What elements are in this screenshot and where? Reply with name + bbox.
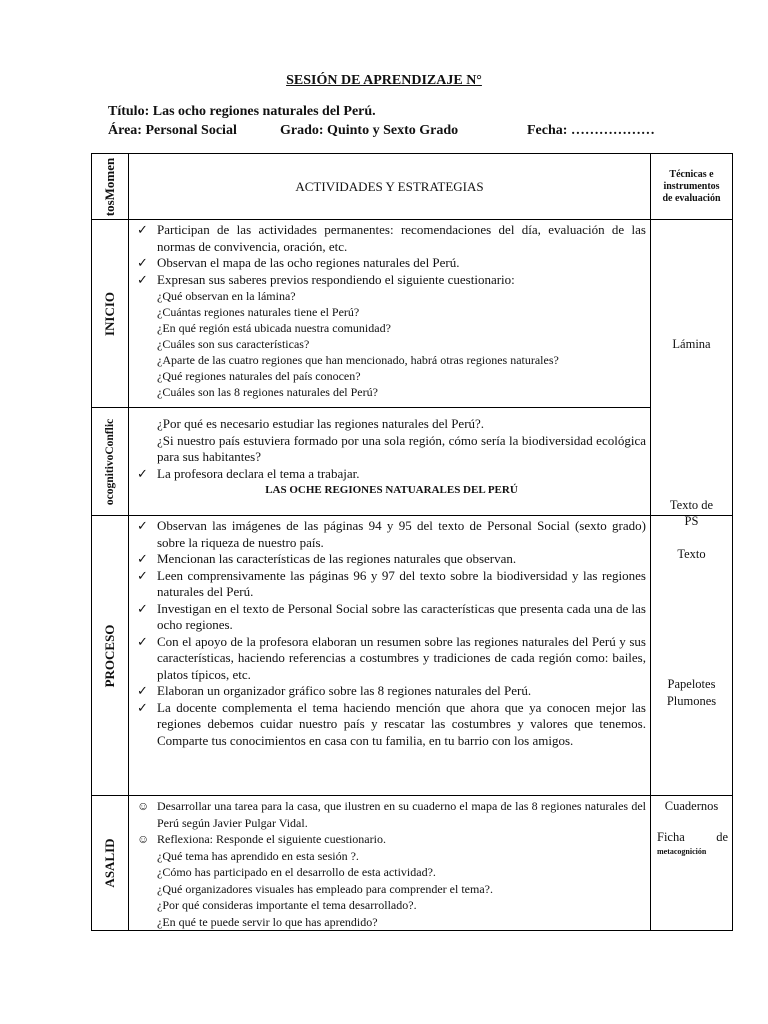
- moments-header-cell: [92, 154, 129, 220]
- conflicto-label-cell: [92, 408, 129, 516]
- check-icon: ✓: [137, 271, 148, 287]
- inicio-label-cell: [92, 220, 129, 408]
- inicio-label: INICIO: [102, 291, 117, 336]
- question-line: ¿Qué tema has aprendido en esta sesión ?.: [157, 848, 359, 863]
- question-line: ¿Aparte de las cuatro regiones que han mencionado, habrá otras regiones naturales?: [157, 353, 559, 367]
- conflicto-activities: [129, 408, 651, 516]
- conflicto-label: ocognitivoConflic: [104, 418, 116, 505]
- check-icon: ✓: [137, 567, 148, 583]
- smiley-icon: ☺: [137, 799, 150, 813]
- question-line: ¿Qué regiones naturales del país conocen?: [157, 369, 361, 383]
- eval-header: [651, 154, 733, 220]
- inicio-eval-cell: [651, 220, 733, 516]
- header-fecha: Fecha: ………………: [527, 123, 655, 138]
- list-item: ✓ Observan las imágenes de las páginas 94 y 95 del texto de Personal Social (sexto grado) sobre la riqueza de nuestro país.: [137, 518, 646, 550]
- proceso-label-cell: [92, 516, 129, 796]
- eval-cuadernos: Cuadernos: [664, 799, 719, 813]
- question-line: ¿Cuáles son las 8 regiones naturales del Perú?: [157, 385, 378, 399]
- question-line: ¿Si nuestro país estuviera formado por una sola región, cómo sería la biodiversidad ecológica para sus habitantes?: [157, 432, 646, 464]
- list-item: ✓ Investigan en el texto de Personal Social sobre las características que presenta cada una de las ocho regiones.: [137, 600, 646, 632]
- eval-texto-de: Texto de: [669, 498, 714, 512]
- question-line: ¿Qué observan en la lámina?: [157, 289, 296, 303]
- list-item: ✓ La docente complementa el tema haciendo mención que ahora que ya conocen mejor las regiones debemos cuidar nuestro país y rescatar las costumbres y valores que tenemos. Comparte tus conocimientos en casa con tu familia, en tu barrio con los amigos.: [137, 699, 646, 748]
- eval-ps: PS: [684, 514, 699, 528]
- check-icon: ✓: [137, 600, 148, 616]
- eval-header-line: Técnicas e: [669, 168, 714, 180]
- inicio-row: [92, 220, 733, 408]
- list-item: ✓ Expresan sus saberes previos respondiendo el siguiente cuestionario:: [137, 271, 515, 287]
- proceso-activities: [129, 516, 651, 796]
- eval-header-line: de evaluación: [662, 192, 721, 204]
- salida-label-cell: [92, 796, 129, 931]
- salida-activities: [129, 796, 651, 931]
- check-icon: ✓: [137, 255, 148, 270]
- list-item: ✓ Observan el mapa de las ocho regiones naturales del Perú.: [137, 255, 460, 270]
- session-table: [91, 153, 733, 931]
- list-item: ☺ Reflexiona: Responde el siguiente cuestionario.: [137, 832, 386, 846]
- question-line: ¿En qué región está ubicada nuestra comunidad?: [157, 321, 391, 335]
- proceso-label: PROCESO: [102, 624, 117, 687]
- salida-label: ASALID: [102, 838, 117, 888]
- check-icon: ✓: [137, 633, 148, 649]
- check-icon: ✓: [137, 465, 148, 481]
- list-item: ✓ Mencionan las características de las regiones naturales que observan.: [137, 551, 517, 566]
- eval-papelotes: Papelotes: [667, 677, 716, 691]
- list-item: ✓ Leen comprensivamente las páginas 96 y 97 del texto sobre la biodiversidad y las regiones naturales del Perú.: [137, 567, 646, 599]
- eval-lamina: Lámina: [672, 337, 711, 351]
- list-item: ✓ La profesora declara el tema a trabajar.: [137, 465, 360, 481]
- eval-texto: Texto: [677, 547, 706, 561]
- list-item: ✓ Con el apoyo de la profesora elaboran un resumen sobre las regiones naturales del Perú y sus características, haciendo referencias a costumbres y tradiciones de cada región como: bailes, platos típicos, etc.: [137, 633, 646, 682]
- proceso-eval-cell: [651, 498, 733, 796]
- question-line: ¿Por qué es necesario estudiar las regiones naturales del Perú?.: [157, 416, 485, 431]
- eval-de: de: [716, 830, 728, 844]
- list-item: ✓ Elaboran un organizador gráfico sobre las 8 regiones naturales del Perú.: [137, 683, 532, 698]
- proceso-row: [92, 516, 733, 796]
- table-header-row: [92, 154, 733, 220]
- question-line: ¿Por qué consideras importante el tema desarrollado?.: [157, 898, 417, 912]
- topic-heading: LAS OCHE REGIONES NATUARALES DEL PERÚ: [265, 484, 518, 496]
- eval-plumones: Plumones: [666, 694, 717, 708]
- salida-eval-cell: [651, 796, 733, 931]
- header-grado: Grado: Quinto y Sexto Grado: [280, 123, 459, 138]
- question-line: ¿Cuáles son sus características?: [157, 337, 310, 351]
- eval-metacognicion: metacognición: [657, 847, 707, 856]
- list-item: ✓ Participan de las actividades permanentes: recomendaciones del día, evaluación de las normas de convivencia, oración, etc.: [137, 222, 646, 254]
- moments-header-label: tosMomen: [102, 157, 117, 216]
- eval-header-line: instrumentos: [663, 180, 720, 192]
- salida-row: [92, 796, 733, 931]
- eval-ficha: Ficha: [657, 830, 685, 844]
- check-icon: ✓: [137, 551, 148, 566]
- check-icon: ✓: [137, 222, 148, 237]
- header-titulo: Título: Las ocho regiones naturales del Perú.: [108, 104, 376, 119]
- list-item: ☺ Desarrollar una tarea para la casa, que ilustren en su cuaderno el mapa de las 8 regiones naturales del Perú según Javier Pulgar Vidal.: [137, 799, 646, 830]
- inicio-activities: [129, 220, 651, 408]
- check-icon: ✓: [137, 699, 148, 715]
- document-title: SESIÓN DE APRENDIZAJE N°: [286, 73, 482, 88]
- question-line: ¿Cuántas regiones naturales tiene el Perú?: [157, 305, 360, 319]
- conflicto-row: [92, 408, 733, 516]
- header-area: Área: Personal Social: [108, 123, 237, 138]
- question-line: ¿Cómo has participado en el desarrollo de esta actividad?.: [157, 865, 436, 879]
- question-line: ¿En qué te puede servir lo que has aprendido?: [157, 914, 378, 929]
- question-line: ¿Qué organizadores visuales has empleado para comprender el tema?.: [157, 881, 493, 896]
- smiley-icon: ☺: [137, 832, 150, 846]
- activities-header: ACTIVIDADES Y ESTRATEGIAS: [129, 154, 651, 220]
- check-icon: ✓: [137, 683, 148, 698]
- check-icon: ✓: [137, 518, 148, 533]
